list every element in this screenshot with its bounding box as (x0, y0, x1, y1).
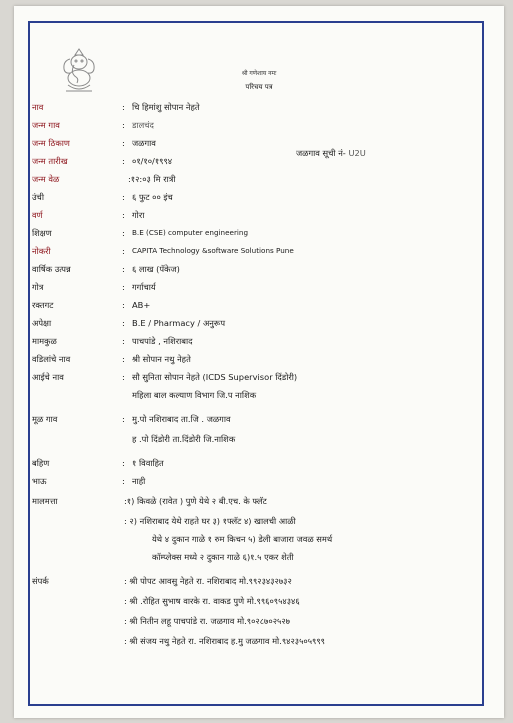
field-value: जळगाव (132, 138, 156, 148)
field-value: श्री सोपान नथु नेहते (132, 354, 191, 364)
field-value: ६ फुट ०० इंच (132, 192, 173, 202)
field-label: अपेक्षा (32, 318, 52, 328)
property-line-3: येथे ४ दुकान गाळे १ रुम किचन ५) डेली बाजारा जवळ समर्थ (152, 534, 333, 544)
suchi-value: U2U (348, 148, 366, 158)
field-row-expectation (32, 315, 494, 331)
field-label: उंची (32, 192, 44, 202)
field-value: CAPITA Technology &software Solutions Pune (132, 246, 294, 255)
field-row-mother-name (32, 369, 494, 385)
field-value: चि हिमांशु सोपान नेहते (132, 102, 200, 112)
field-row-brother (32, 473, 494, 489)
field-label: जन्म ठिकाण (32, 138, 70, 148)
field-row-sister (32, 455, 494, 471)
field-colon: : (122, 102, 125, 112)
field-label: शिक्षण (32, 228, 52, 238)
field-value: ०१/१०/१९९४ (132, 156, 173, 166)
field-colon: : (122, 192, 125, 202)
field-label: जन्म तारीख (32, 156, 68, 166)
field-value: पाचपांडे , नशिराबाद (132, 336, 193, 346)
field-label: संपर्क (32, 576, 49, 586)
field-value: B.E (CSE) computer engineering (132, 228, 249, 237)
field-row-property (32, 493, 494, 509)
field-row-name (32, 99, 494, 115)
field-label: रक्तगट (32, 300, 54, 310)
field-colon: : (122, 246, 125, 256)
field-row-maternal-family (32, 333, 494, 349)
field-colon: : (122, 476, 125, 486)
field-row-contact (32, 573, 494, 589)
native-place-line-2: ह .पो दिंडोरी ता.दिंडोरी जि.नाशिक (132, 434, 236, 444)
field-label: भाऊ (32, 476, 47, 486)
field-value: :१) किवळे (रावेत ) पुणे येथे २ बी.एच. के फ्लॅट (124, 496, 267, 506)
document-title: परिचय पत्र (245, 83, 273, 91)
field-label: बहिण (32, 458, 50, 468)
field-label: मूळ गाव (32, 414, 58, 424)
field-row-birth-village (32, 117, 494, 133)
field-colon: : (122, 414, 125, 424)
field-value: सौ सुनिता सोपान नेहते (ICDS Supervisor दिंडोरी) (132, 372, 298, 382)
field-row-birth-date (32, 153, 494, 169)
field-label: आईचे नाव (32, 372, 64, 382)
field-value: ६ लाख (पॅकेज) (132, 264, 180, 274)
field-colon: : (122, 228, 125, 238)
property-line-4: कॉम्प्लेक्स मध्ये २ दुकान गाळे ६)१.५ एकर शेती (152, 552, 294, 562)
field-label: वार्षिक उत्पन्न (32, 264, 71, 274)
field-row-height (32, 189, 494, 205)
field-label: वर्ण (32, 210, 43, 220)
document-page (14, 6, 504, 718)
field-row-education (32, 225, 494, 241)
blessing-text: श्री गणेशाय नमः (241, 70, 277, 77)
field-colon: : (122, 138, 125, 148)
field-value: मु.पो नशिराबाद ता.जि . जळगाव (132, 414, 231, 424)
field-colon: : (122, 264, 125, 274)
field-row-income (32, 261, 494, 277)
field-value: डालचंद (132, 120, 154, 130)
field-colon: : (122, 336, 125, 346)
field-label: नाव (32, 102, 44, 112)
field-label: जन्म गाव (32, 120, 60, 130)
field-value: B.E / Pharmacy / अनुरूप (132, 318, 226, 328)
field-value: नाही (132, 476, 146, 486)
field-colon: : (122, 120, 125, 130)
field-row-native-place (32, 411, 494, 427)
field-row-job (32, 243, 494, 259)
field-value: :१२:०३ मि रात्री (128, 174, 176, 184)
field-row-father-name (32, 351, 494, 367)
field-colon: : (122, 156, 125, 166)
mother-job-line: महिला बाल कल्याण विभाग जि.प नाशिक (132, 390, 257, 400)
property-line-2: : २) नशिराबाद येथे राहते घर ३) १फ्लॅट ४) खालची आळी (124, 516, 296, 526)
field-row-birth-time (32, 171, 494, 187)
field-value: AB+ (132, 300, 151, 310)
field-value: गोरा (132, 210, 145, 220)
field-colon: : (122, 282, 125, 292)
field-row-blood-group (32, 297, 494, 313)
field-value: गर्गाचार्य (132, 282, 156, 292)
field-row-birth-place (32, 135, 494, 151)
field-label: जन्म वेळ (32, 174, 60, 184)
field-label: गोत्र (32, 282, 44, 292)
field-colon: : (122, 354, 125, 364)
field-colon: : (122, 210, 125, 220)
field-row-gotra (32, 279, 494, 295)
field-label: नोकरी (32, 246, 51, 256)
field-colon: : (122, 372, 125, 382)
field-colon: : (122, 318, 125, 328)
contact-line-2: : श्री .रोहित सुभाष वारके रा. वाकड पुणे मो.९९६०९५४३४६ (124, 596, 300, 606)
field-label: मामकुळ (32, 336, 57, 346)
field-label: वडिलांचे नाव (32, 354, 71, 364)
field-colon: : (122, 300, 125, 310)
contact-line-3: : श्री नितीन लहू पाचपांडे रा. जळगाव मो.९०२८७०२५२७ (124, 616, 290, 626)
field-row-complexion (32, 207, 494, 223)
field-value: १ विवाहित (132, 458, 164, 468)
field-colon: : (122, 458, 125, 468)
field-label: मालमत्ता (32, 496, 58, 506)
field-value: : श्री पोपट आवसु नेहते रा. नशिराबाद मो.९९२३४३२७३२ (124, 576, 292, 586)
suchi-label: जळगाव सूची नं- (296, 148, 346, 158)
contact-line-4: : श्री संजय नथु नेहते रा. नशिराबाद ह.मु जळगाव मो.९४२३५०५९९९ (124, 636, 325, 646)
